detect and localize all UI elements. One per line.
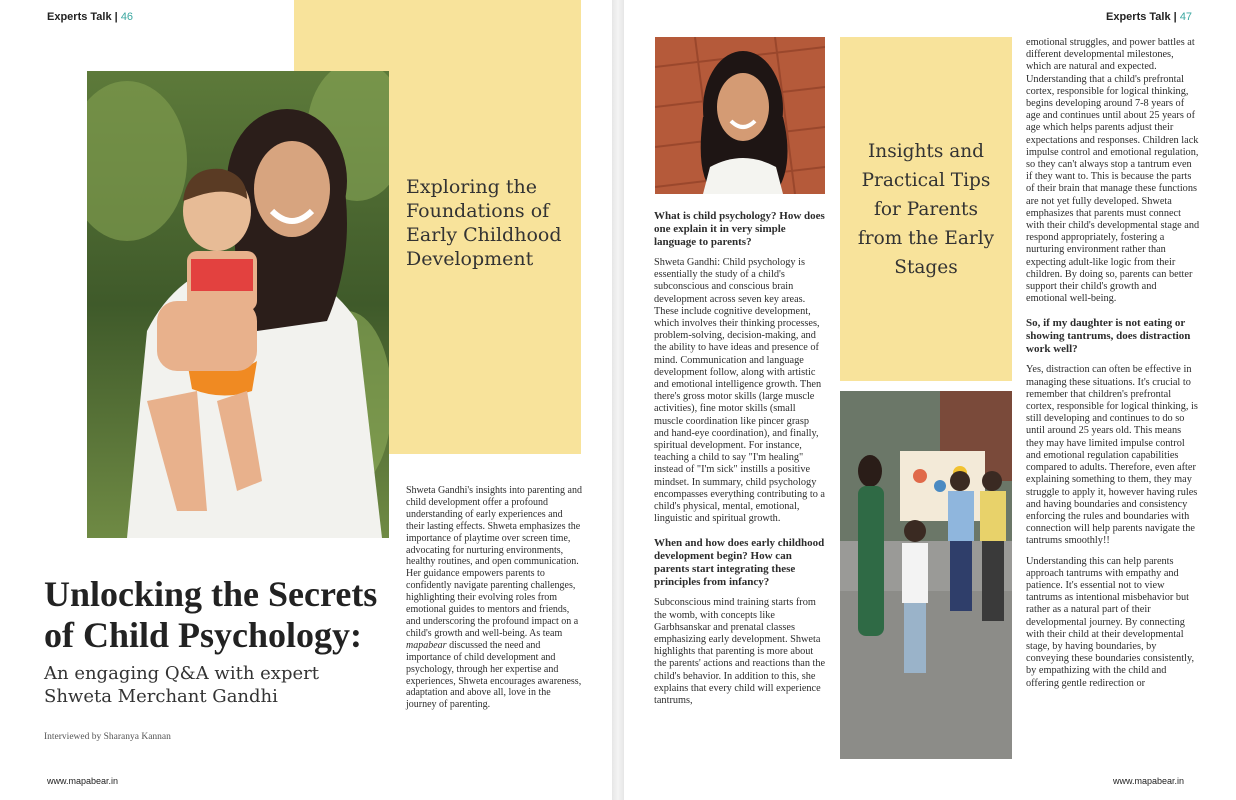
- question-3: So, if my daughter is not eating or showing tantrums, does distraction work well?: [1026, 317, 1191, 356]
- answer-1: Shweta Gandhi: Child psychology is essentially the study of a child's subconscious and conscious brain development across seven key areas. These include cognitive development, which involves their thinking processes, problem-solving, decision-making, and the ability to have ideas and presence of mind. Communication and language development follow, along with artistic and emotional intelligence growth. Then there's gross motor skills (large muscle activities), fine motor skills (small muscle coordination like pincer grasp and hand-eye coordination), and finally, spiritual development. For instance, teaching a child to say "I'm healing" instead of "I'm sick" instills a positive mindset. In summary, child psychology encompasses everything contributing to a child's physical, mental, emotional, linguistic and spiritual growth.: [654, 257, 825, 525]
- answer-2-continued: emotional struggles, and power battles at different developmental milestones, which are natural and expected. Understanding that a child's prefrontal cortex, responsible for logical thinking, begins developing around 7-8 years of age and continues until about 25 years of age which helps parents adjust their expectations and responses. Children lack impulse control and emotional regulation, so they can't always stop a tantrum even if they want to. This is because the parts of their brain that manage these functions are not yet fully developed. Shweta emphasizes that parents must connect with their child's developmental stage and respond appropriately, fostering a nurturing environment rather than expecting adult-like logic from their children. By doing so, parents can better support their child's growth and emotional well-being.: [1026, 37, 1200, 305]
- question-1: What is child psychology? How does one explain it in very simple language to parents?: [654, 210, 825, 248]
- header-separator: |: [114, 11, 118, 23]
- workshop-group-photo: [840, 391, 1012, 759]
- article-title: Unlocking the Secrets of Child Psychology:: [44, 574, 378, 655]
- intro-brand: mapabear: [406, 639, 447, 651]
- question-2: When and how does early childhood development begin? How can parents start integrating these principles from infancy?: [654, 537, 825, 589]
- qa-column-2: [1026, 37, 1200, 698]
- expert-portrait-photo: [655, 37, 825, 194]
- article-subtitle: An engaging Q&A with expert Shweta Merchant Gandhi: [44, 663, 319, 707]
- page-gutter: [612, 0, 624, 800]
- intro-text-2: discussed the need and importance of child development and psychology, through her expertise and experiences, Shweta encourages awareness, adaptation and above all, love in the journey of parenting.: [406, 639, 582, 711]
- page-number: 47: [1179, 11, 1193, 23]
- header-label: Experts Talk: [47, 11, 112, 23]
- header-separator: |: [1173, 11, 1177, 23]
- intro-paragraph: [406, 485, 582, 711]
- mother-baby-photo: [87, 71, 389, 538]
- answer-3: Yes, distraction can often be effective in managing these situations. It's crucial to remember that children's prefrontal cortex, responsible for logical thinking, is still developing and continues to do so until around 25 years old. This means they may have limited impulse control and emotional regulation capabilities compared to adults. Therefore, even after explaining something to them, they may struggle to apply it, however having rules and having boundaries and consistency enforcing the rules and boundaries with connection will help parents navigate the tantrums smoothly!!: [1026, 364, 1198, 547]
- header-label: Experts Talk: [1106, 11, 1171, 23]
- page-header-right: [1106, 11, 1192, 23]
- footer-url-left[interactable]: www.mapabear.in: [47, 776, 119, 786]
- page-header-left: [47, 11, 133, 23]
- section-heading-right: Insights and Practical Tips for Parents from the Early Stages: [857, 141, 995, 278]
- page-number: 46: [120, 11, 134, 23]
- right-page: [624, 0, 1236, 800]
- section-heading-left: Exploring the Foundations of Early Childhood Development: [406, 176, 562, 270]
- answer-2: Subconscious mind training starts from the womb, with concepts like Garbhsanskar and prenatal classes emphasizing early development. Shweta highlights that parenting is more about the parents' actions and reactions than the child's behavior. In addition to this, she explains that every child will experience tantrums,: [654, 597, 826, 707]
- answer-4: Understanding this can help parents approach tantrums with empathy and patience. It's essential not to view tantrums as intentional misbehavior but rather as a natural part of their developmental journey. By connecting with their child at their developmental stage, by having boundaries, by conveying these boundaries consistently, by empathizing with the child and offering gentle redirection or: [1026, 555, 1195, 689]
- qa-column-1: [654, 210, 826, 715]
- byline: Interviewed by Sharanya Kannan: [44, 732, 171, 742]
- footer-url-right[interactable]: www.mapabear.in: [1113, 776, 1185, 786]
- left-page: [0, 0, 612, 800]
- intro-text: Shweta Gandhi's insights into parenting and child development offer a profound understanding of early experiences and their lasting effects. Shweta emphasizes the importance of playtime over screen time, advocating for nurturing environments, healthy routines, and open communication. Her guidance empowers parents to confidently navigate parenting challenges, highlighting their evolving roles from emotional guides to mentors and friends, and underscoring the profound impact on a child's growth and well-being. As team: [406, 485, 582, 639]
